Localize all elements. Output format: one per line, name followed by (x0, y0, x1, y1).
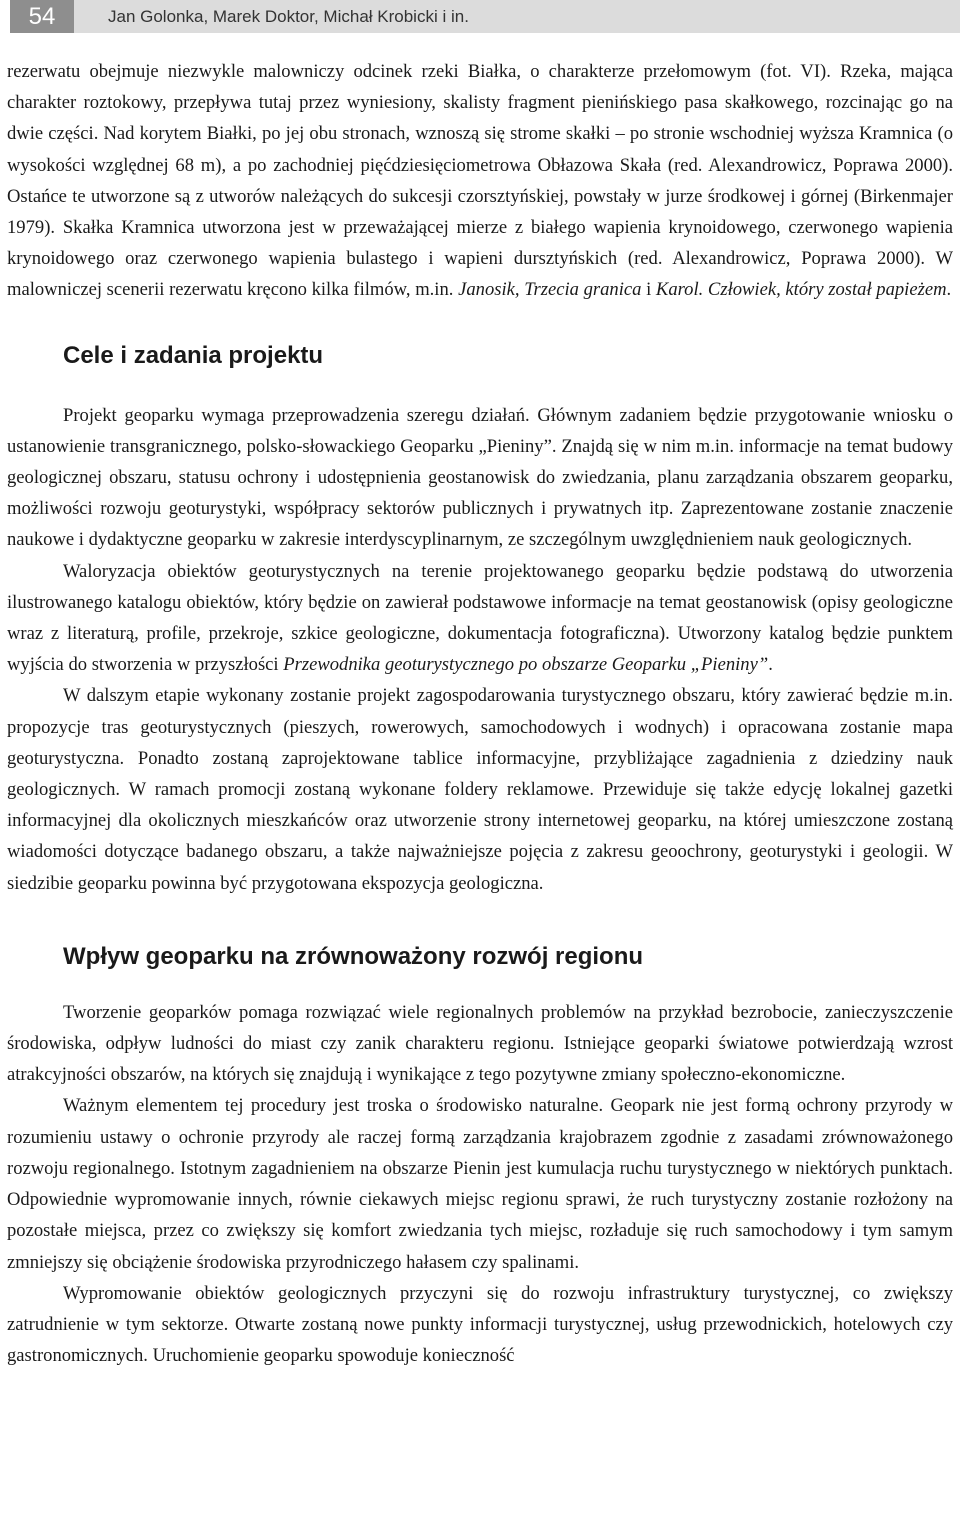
impact-paragraph-3: Wypromowanie obiektów geologicznych przyczyni się do rozwoju infrastruktury turystycznej, co zwiększy zatrudnienie w tym sektorze. Otwarte zostaną nowe punkty informacji turystycznej, usług przewodnickich, hotelowych czy gastronomicznych. Uruchomienie geoparku spowoduje konieczność (7, 1282, 953, 1367)
intro-end: . (946, 279, 952, 301)
goals-paragraph-2-text: Waloryzacja obiektów geoturystycznych na terenie projektowanego geoparku będzie podstawą do utworzenia ilustrowanego katalogu obiektów, który będzie on zawierał podstawowe informacje na temat geostanowisk (opisy geologiczne wraz z literaturą, profile, przekroje, szkice geologiczne, dokumentacja fotograficzna). Utworzony katalog będzie punktem wyjścia do stworzenia w przyszłości (7, 560, 953, 676)
intro-paragraph (7, 56, 953, 306)
impact-paragraph-1: Tworzenie geoparków pomaga rozwiązać wiele regionalnych problemów na przykład bezrobocie, zanieczyszczenie środowiska, odpływ ludności do miast czy zanik charakteru regionu. Istniejące geoparki światowe potwierdzają wzrost atrakcyjności obszarów, na których się znajdują i wynikające z tego pozytywne zmiany społeczno-ekonomiczne. (7, 1001, 953, 1086)
intro-conjunction: i (646, 279, 652, 301)
page-number: 54 (10, 0, 74, 33)
goals-paragraph-2 (7, 556, 953, 681)
goals-paragraph-3: W dalszym etapie wykonany zostanie projekt zagospodarowania turystycznego obszaru, który zawierać będzie m.in. propozycje tras geoturystycznych (pieszych, rowerowych, samochodowych i wodnych) i opracowana zostanie mapa geoturystyczna. Ponadto zostaną zaprojektowane tablice informacyjne, przybliżające zagadnienia z dziedziny nauk geologicznych. W ramach promocji zostaną wykonane foldery reklamowe. Przewiduje się także edycję lokalnej gazetki informacyjnej dla okolicznych mieszkańców oraz utworzenie strony internetowej geoparku, na której umieszczone zostaną wiadomości dotyczące badanego obszaru, a także najważniejsze pojęcia z zakresu geoochrony, geoturystyki i geologii. W siedzibie geoparku powinna być przygotowana ekspozycja geologiczna. (7, 685, 953, 894)
impact-paragraph-2: Ważnym elementem tej procedury jest troska o środowisko naturalne. Geopark nie jest formą ochrony przyrody w rozumieniu ustawy o ochronie przyrody ale raczej formą zarządzania krajobrazem zgodnie z zasadami zrównoważonego rozwoju regionalnego. Istotnym zagadnieniem na obszarze Pienin jest kumulacja ruchu turystycznego w niektórych punktach. Odpowiednie wypromowanie innych, równie ciekawych miejsc regionu sprawi, że ruch turystyczny zostanie rozłożony na pozostałe miejsca, przez co zwiększy się komfort zwiedzania tych miejsc, rozładuje się ruch samochodowy i tym samym zmniejszy się obciążenie środowiska przyrodniczego hałasem czy spalinami. (7, 1095, 953, 1273)
section-heading-goals: Cele i zadania projektu (63, 341, 324, 369)
page-body (7, 56, 953, 1371)
page-header (10, 0, 960, 33)
film-title-2: Karol. Człowiek, który został papieżem (655, 279, 947, 301)
section-heading-impact: Wpływ geoparku na zrównoważony rozwój regionu (63, 942, 644, 970)
intro-text: rezerwatu obejmuje niezwykle malowniczy odcinek rzeki Białka, o charakterze przełomowym (fot. VI). Rzeka, mająca charakter roztokowy, przepływa tutaj przez wyniesiony, skalisty fragment pienińskiego pasa skałkowego, rozcinając go na dwie części. Nad korytem Białki, po jej obu stronach, wznoszą się strome skałki – po stronie wschodniej wyższa Kramnica (o wysokości względnej 68 m), a po zachodniej pięćdziesięciometrowa Obłazowa Skała (red. Alexandrowicz, Poprawa 2000). Ostańce te utworzone są z utworów należących do sukcesji czorsztyńskiej, powstały w jurze środkowej i górnej (Birkenmajer 1979). Skałka Kramnica utworzona jest w przeważającej mierze z białego wapienia krynoidowego, czerwonego wapienia krynoidowego oraz czerwonego wapienia bulastego i wapieni dursztyńskich (red. Alexandrowicz, Poprawa 2000). W malowniczej scenerii rezerwatu kręcono kilka filmów, m.in. (7, 61, 953, 301)
running-head: Jan Golonka, Marek Doktor, Michał Krobicki i in. (108, 7, 469, 26)
goals-paragraph-2-end: . (768, 654, 773, 676)
goals-paragraph-1: Projekt geoparku wymaga przeprowadzenia szeregu działań. Głównym zadaniem będzie przygotowanie wniosku o ustanowienie transgranicznego, polsko-słowackiego Geoparku „Pieniny”. Znajdą się w nim m.in. informacje na temat budowy geologicznej obszaru, statusu ochrony i udostępnienia geostanowisk do zwiedzania, planu zarządzania obszarem geoparku, możliwości rozwoju geoturystyki, współpracy sektorów publicznych i prywatnych itp. Zaprezentowane zostanie znaczenie naukowe i dydaktyczne geoparku w zakresie interdyscyplinarnym, ze szczególnym uwzględnieniem nauk geologicznych. (7, 404, 953, 551)
film-title-1: Janosik, Trzecia granica (458, 279, 642, 301)
guide-title: Przewodnika geoturystycznego po obszarze Geoparku „Pieniny” (283, 654, 769, 676)
